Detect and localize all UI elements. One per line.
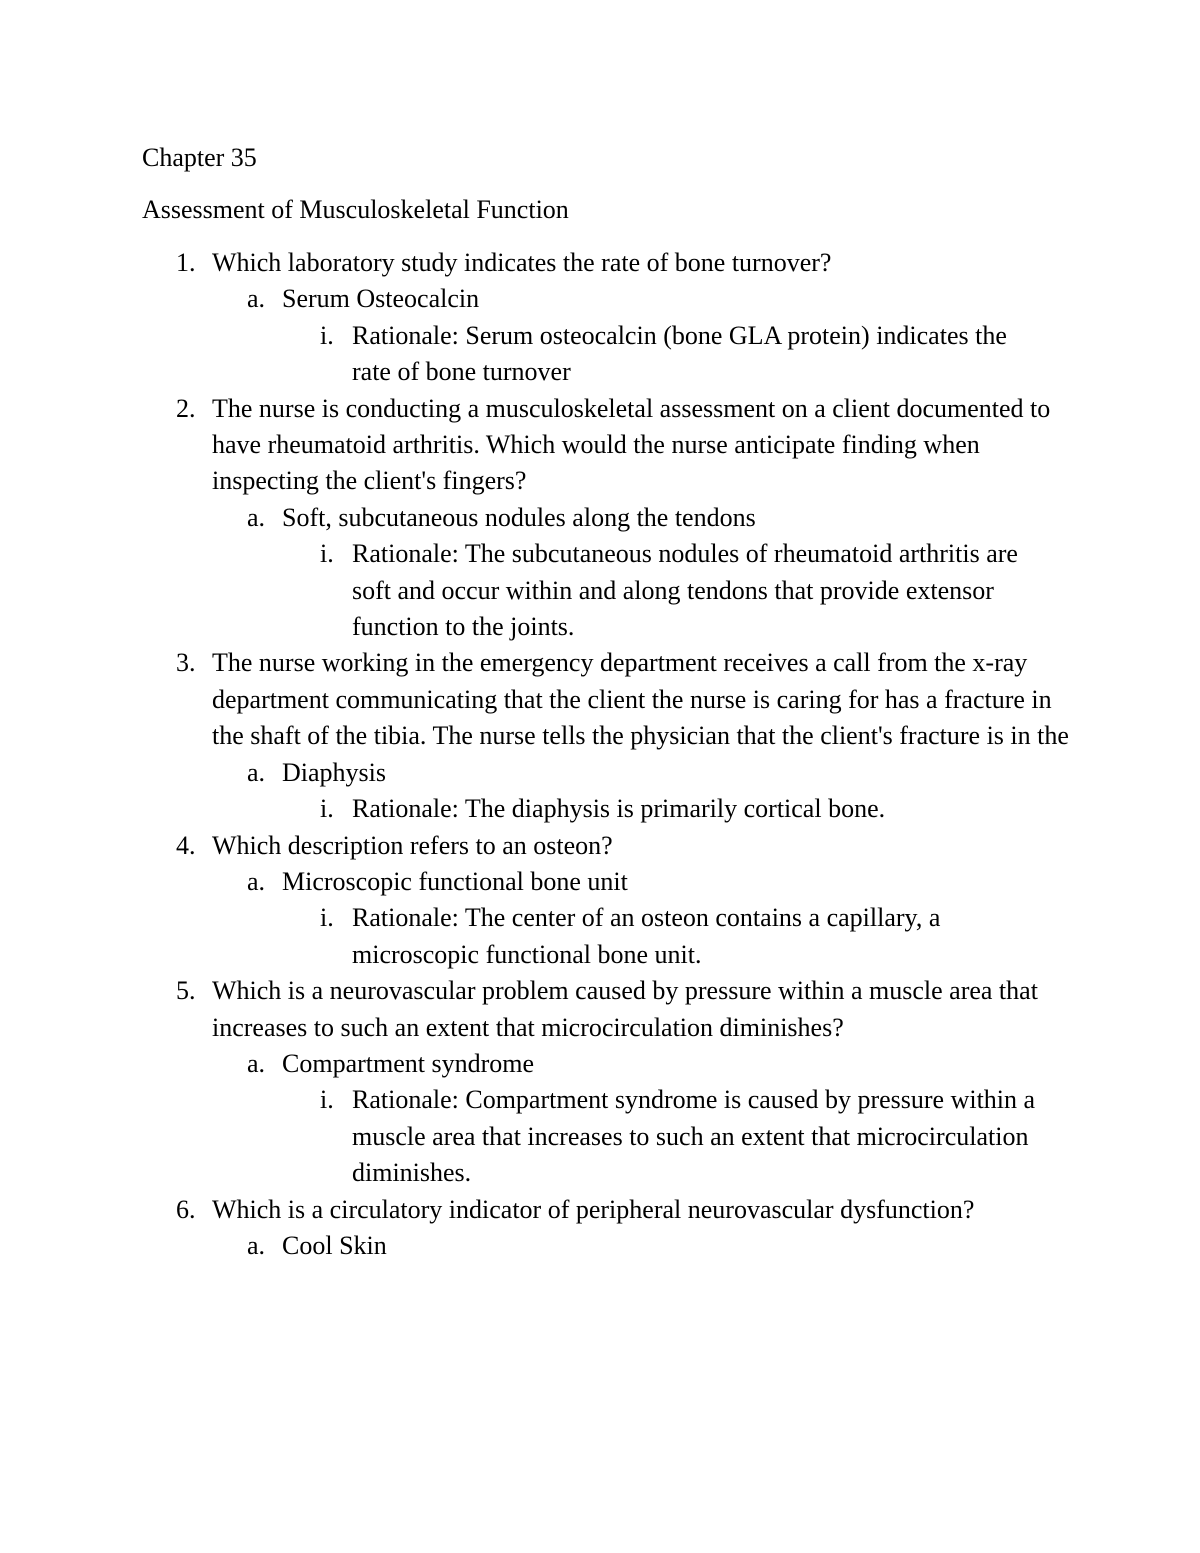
question-item	[0, 645, 1072, 754]
document-subtitle: Assessment of Musculoskeletal Function	[142, 195, 569, 224]
question-text: Which laboratory study indicates the rate of bone turnover?	[212, 248, 832, 277]
question-text: The nurse working in the emergency department receives a call from the x-ray department communicating that the client the nurse is caring for has a fracture in the shaft of the tibia. The nurse tells the physician that the client's fracture is in the	[212, 648, 1069, 751]
rationale-item	[0, 318, 1052, 391]
question-number: 4.	[176, 830, 196, 860]
rationale-item	[0, 536, 1052, 645]
answer-text: Compartment syndrome	[282, 1048, 535, 1078]
question-item	[0, 391, 1072, 500]
answer-marker: a.	[247, 284, 266, 314]
rationale-marker: i.	[320, 539, 334, 569]
question-number: 3.	[176, 648, 196, 678]
rationale-marker: i.	[320, 320, 334, 350]
rationale-marker: i.	[320, 1085, 334, 1115]
answer-text: Microscopic functional bone unit	[282, 866, 628, 896]
question-text: Which is a neurovascular problem caused by pressure within a muscle area that increases to such an extent that microcirculation diminishes?	[212, 976, 1038, 1042]
question-text: Which description refers to an osteon?	[212, 830, 613, 860]
answer-text: Soft, subcutaneous nodules along the tendons	[282, 502, 756, 532]
answer-item	[0, 281, 1062, 317]
rationale-text: Rationale: The diaphysis is primarily cortical bone.	[352, 794, 886, 824]
question-number: 2.	[176, 393, 196, 423]
rationale-text: Rationale: Compartment syndrome is caused by pressure within a muscle area that increases to such an extent that microcirculation diminishes.	[352, 1085, 1036, 1188]
rationale-text: Rationale: The center of an osteon contains a capillary, a microscopic functional bone unit.	[352, 903, 941, 969]
answer-item	[0, 864, 1062, 900]
rationale-item	[0, 791, 1052, 827]
answer-marker: a.	[247, 502, 266, 532]
question-number: 1.	[176, 248, 196, 277]
answer-item	[0, 500, 1062, 536]
answer-item	[0, 755, 1062, 791]
answer-text: Diaphysis	[282, 757, 386, 787]
rationale-text: Rationale: The subcutaneous nodules of rheumatoid arthritis are soft and occur within and along tendons that provide extensor function to the joints.	[352, 539, 1018, 642]
question-text: The nurse is conducting a musculoskeletal assessment on a client documented to have rheumatoid arthritis. Which would the nurse anticipate finding when inspecting the client's fingers?	[212, 393, 1051, 496]
rationale-text: Rationale: Serum osteocalcin (bone GLA protein) indicates the rate of bone turnover	[352, 320, 1007, 387]
rationale-marker: i.	[320, 903, 334, 933]
rationale-item	[0, 900, 1052, 973]
answer-marker: a.	[247, 866, 266, 896]
question-text: Which is a circulatory indicator of peripheral neurovascular dysfunction?	[212, 1194, 975, 1224]
answer-marker: a.	[247, 757, 266, 787]
question-item	[0, 245, 1072, 281]
answer-text: Serum Osteocalcin	[282, 284, 480, 314]
question-number: 5.	[176, 976, 196, 1006]
question-item	[0, 973, 1072, 1046]
question-item	[0, 1192, 1072, 1228]
answer-text: Cool Skin	[282, 1230, 387, 1260]
question-item	[0, 828, 1072, 864]
answer-item	[0, 1228, 1062, 1264]
rationale-item	[0, 1082, 1052, 1191]
question-list	[0, 245, 1200, 1264]
chapter-title: Chapter 35	[142, 143, 257, 172]
rationale-marker: i.	[320, 794, 334, 824]
answer-item	[0, 1046, 1062, 1082]
answer-marker: a.	[247, 1230, 266, 1260]
answer-marker: a.	[247, 1048, 266, 1078]
question-number: 6.	[176, 1194, 196, 1224]
